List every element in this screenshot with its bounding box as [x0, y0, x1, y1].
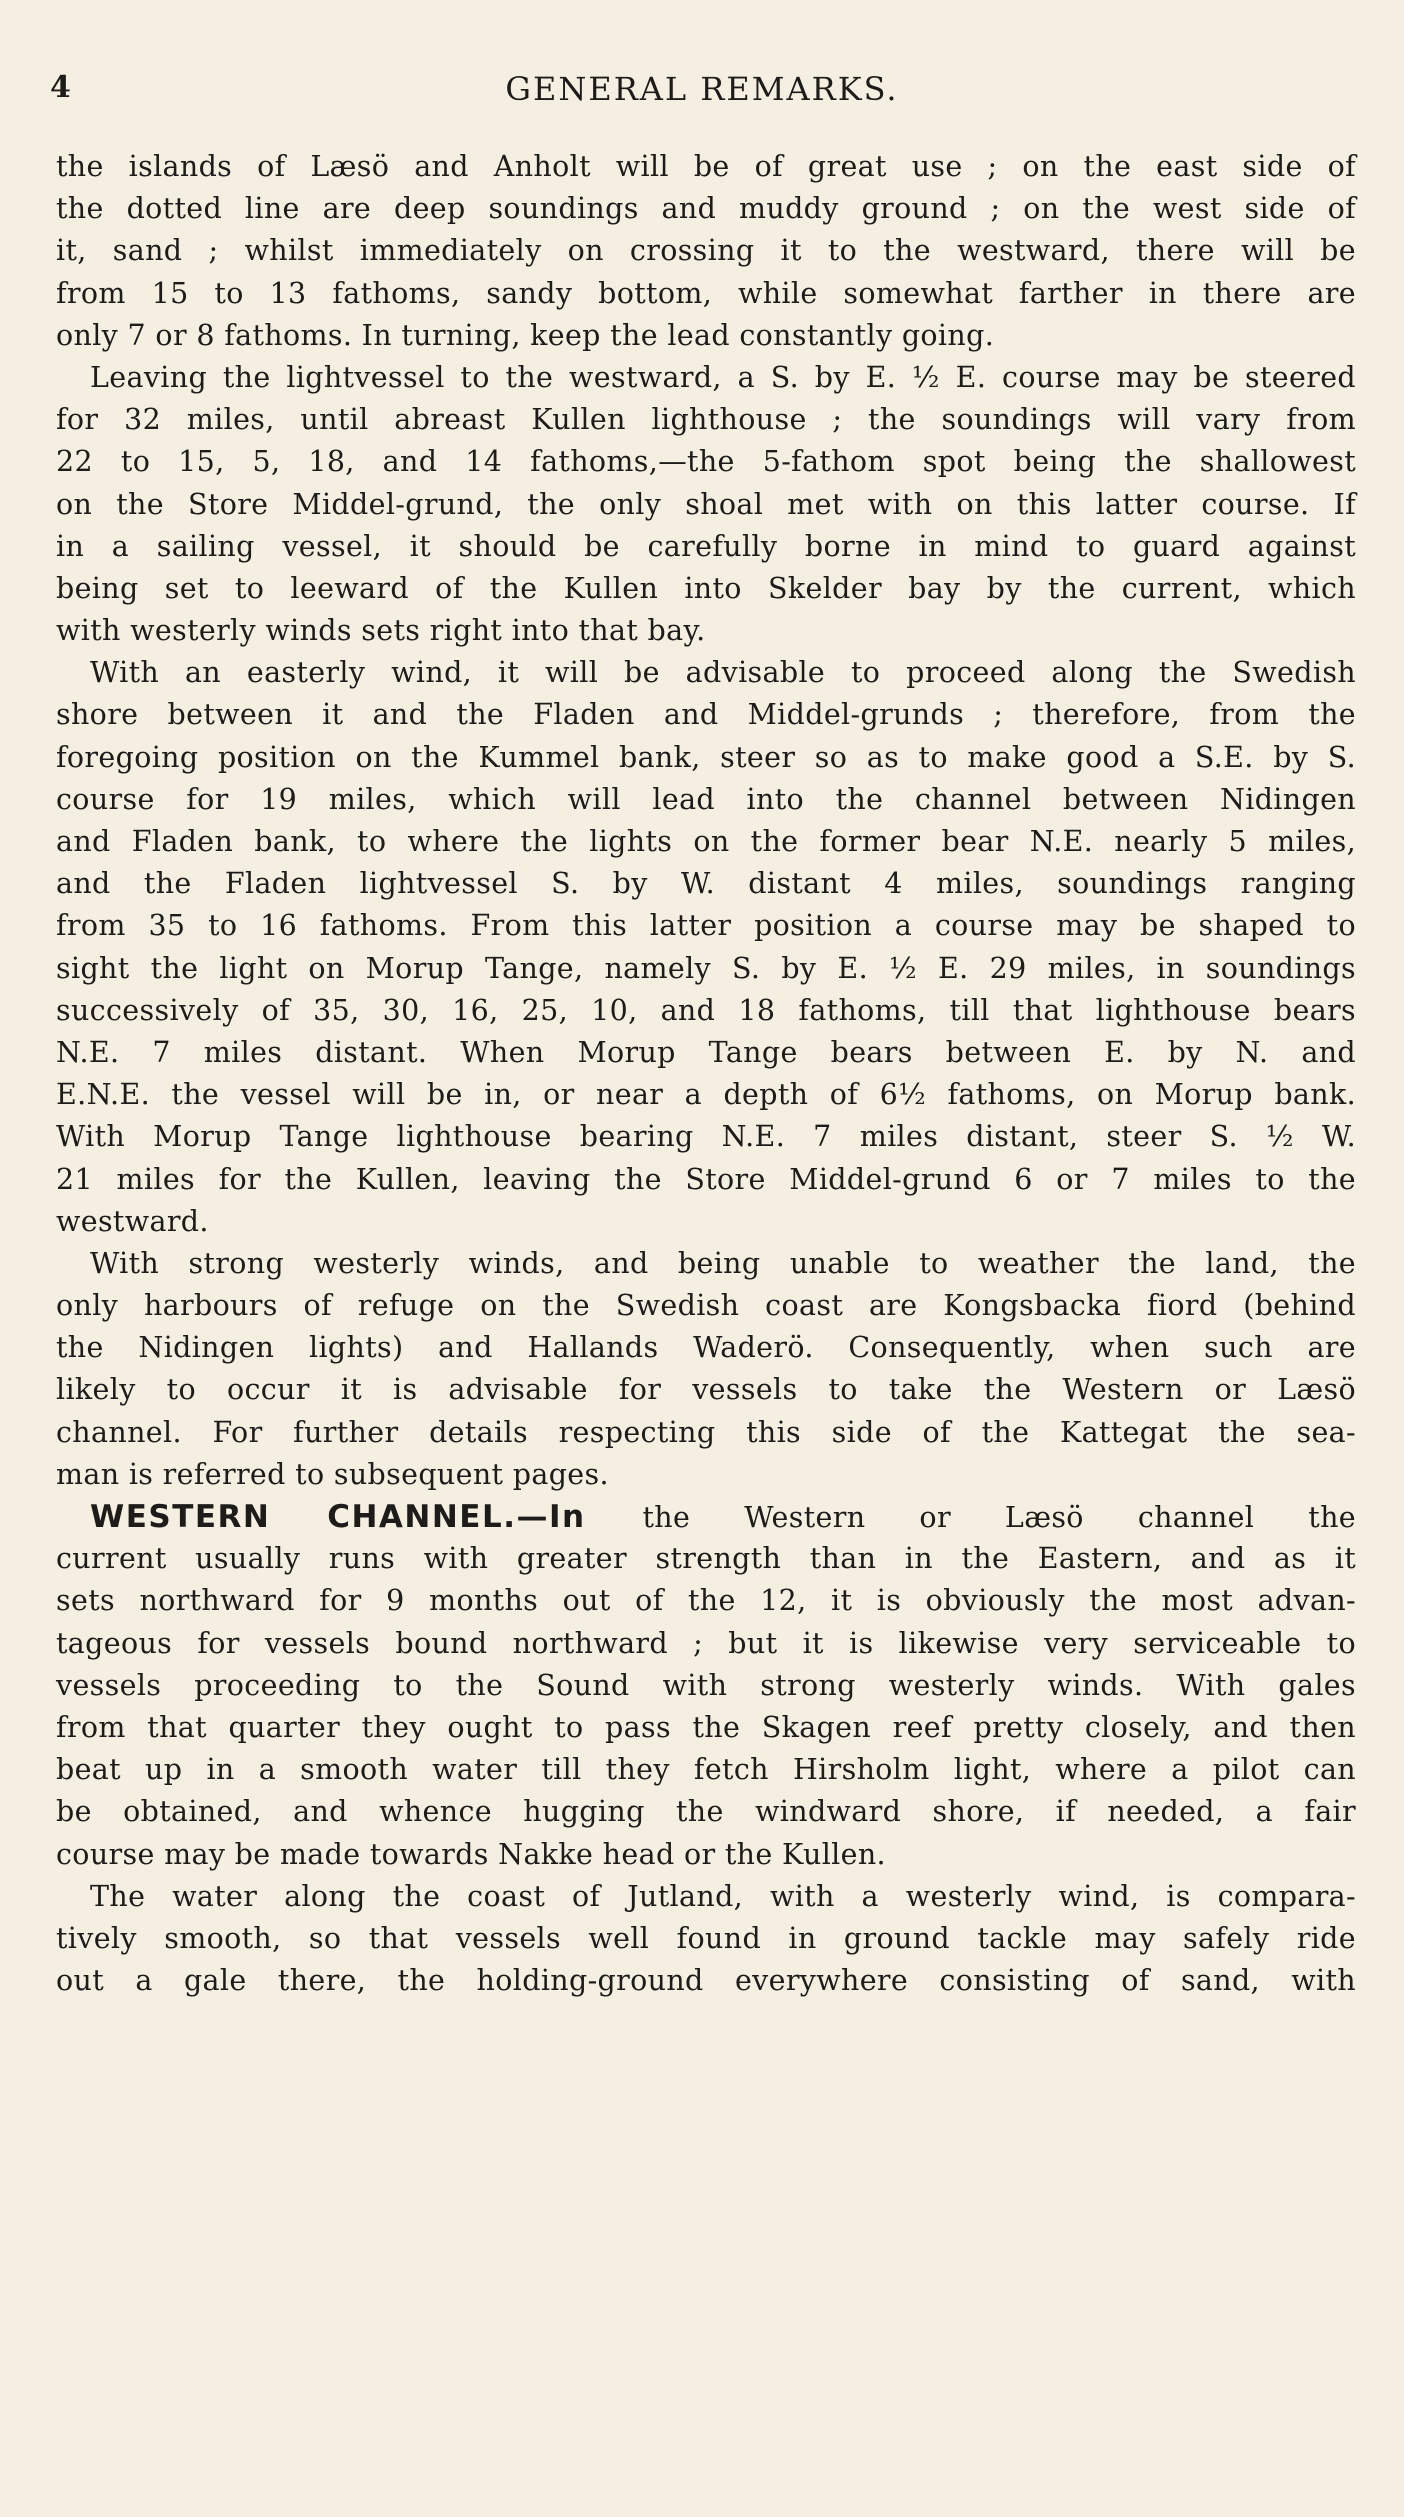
- line-text: only 7 or 8 fathoms. In turning, keep the lead constantly going.: [56, 318, 995, 352]
- text-line: [56, 1116, 1356, 1158]
- line-text: likely to occur it is advisable for vessels to take the Western or Læsö: [56, 1373, 1356, 1407]
- line-text: the Nidingen lights) and Hallands Waderö. Consequently, when such are: [56, 1331, 1356, 1365]
- text-line: [56, 188, 1356, 230]
- line-text: from 15 to 13 fathoms, sandy bottom, while somewhat farther in there are: [56, 276, 1356, 310]
- text-line: [56, 1707, 1356, 1749]
- line-text: westward.: [56, 1204, 209, 1238]
- text-line: [56, 1454, 1356, 1496]
- line-text: it, sand ; whilst immediately on crossing it to the westward, there will be: [56, 234, 1356, 268]
- text-line: [56, 1032, 1356, 1074]
- line-text: N.E. 7 miles distant. When Morup Tange bears between E. by N. and: [56, 1035, 1356, 1069]
- text-line: [56, 1074, 1356, 1116]
- text-line: [56, 1412, 1356, 1454]
- line-text: 21 miles for the Kullen, leaving the Store Middel-grund 6 or 7 miles to the: [56, 1162, 1356, 1196]
- text-line: [56, 146, 1356, 188]
- line-text: the islands of Læsö and Anholt will be of great use ; on the east side of: [56, 150, 1356, 183]
- line-text: shore between it and the Fladen and Middel-grunds ; therefore, from the: [56, 698, 1356, 732]
- text-line: [56, 526, 1356, 568]
- line-text: 22 to 15, 5, 18, and 14 fathoms,—the 5-fathom spot being the shallowest: [56, 445, 1356, 479]
- line-text: for 32 miles, until abreast Kullen lighthouse ; the soundings will vary from: [56, 403, 1356, 437]
- text-line: [56, 441, 1356, 483]
- text-line: [56, 737, 1356, 779]
- text-line: [56, 652, 1356, 694]
- page-number: 4: [50, 70, 71, 105]
- text-line: [56, 990, 1356, 1032]
- text-line: [56, 1665, 1356, 1707]
- line-text: in a sailing vessel, it should be carefully borne in mind to guard against: [56, 529, 1356, 563]
- line-text: With strong westerly winds, and being unable to weather the land, the: [90, 1246, 1356, 1280]
- line-text: foregoing position on the Kummel bank, steer so as to make good a S.E. by S.: [56, 740, 1356, 774]
- line-text: and Fladen bank, to where the lights on the former bear N.E. nearly 5 miles,: [56, 825, 1356, 858]
- text-line: [56, 1285, 1356, 1327]
- text-line: [56, 1580, 1356, 1622]
- line-text: and the Fladen lightvessel S. by W. distant 4 miles, soundings ranging: [56, 867, 1356, 901]
- line-text: from that quarter they ought to pass the Skagen reef pretty closely, and then: [56, 1710, 1356, 1744]
- line-text: from 35 to 16 fathoms. From this latter position a course may be shaped to: [56, 909, 1356, 943]
- body-text: [56, 146, 1356, 2002]
- line-text: With Morup Tange lighthouse bearing N.E. 7 miles distant, steer S. ½ W.: [56, 1120, 1356, 1154]
- line-text: the dotted line are deep soundings and muddy ground ; on the west side of: [56, 192, 1356, 226]
- text-line: [56, 1159, 1356, 1201]
- line-text: course for 19 miles, which will lead into the channel between Nidingen: [56, 782, 1356, 816]
- text-line: [56, 1918, 1356, 1960]
- text-line: [56, 1623, 1356, 1665]
- line-text: beat up in a smooth water till they fetch Hirsholm light, where a pilot can: [56, 1753, 1356, 1787]
- line-text: With an easterly wind, it will be advisable to proceed along the Swedish: [90, 656, 1356, 690]
- text-line: [56, 1496, 1356, 1538]
- line-text: be obtained, and whence hugging the windward shore, if needed, a fair: [56, 1795, 1356, 1829]
- line-text: current usually runs with greater strength than in the Eastern, and as it: [56, 1542, 1356, 1576]
- text-line: [56, 821, 1356, 863]
- line-text: sight the light on Morup Tange, namely S. by E. ½ E. 29 miles, in soundings: [56, 951, 1356, 985]
- line-text: tageous for vessels bound northward ; but it is likewise very serviceable to: [56, 1626, 1356, 1660]
- section-heading: WESTERN CHANNEL.—In: [90, 1499, 643, 1535]
- text-line: [56, 1791, 1356, 1833]
- text-line: [56, 694, 1356, 736]
- text-line: [56, 610, 1356, 652]
- text-line: [56, 863, 1356, 905]
- running-head: [0, 70, 1404, 120]
- text-line: [56, 1876, 1356, 1918]
- line-text: successively of 35, 30, 16, 25, 10, and 18 fathoms, till that lighthouse bears: [56, 993, 1356, 1027]
- line-text: vessels proceeding to the Sound with strong westerly winds. With gales: [56, 1668, 1356, 1702]
- text-line: [56, 905, 1356, 947]
- line-text: course may be made towards Nakke head or the Kullen.: [56, 1837, 886, 1871]
- text-line: [56, 1369, 1356, 1411]
- text-line: [56, 357, 1356, 399]
- line-text: Leaving the lightvessel to the westward, a S. by E. ½ E. course may be steered: [90, 360, 1356, 394]
- line-text: tively smooth, so that vessels well found in ground tackle may safely ride: [56, 1921, 1356, 1955]
- line-text: man is referred to subsequent pages.: [56, 1457, 609, 1491]
- line-text: The water along the coast of Jutland, with a westerly wind, is compara-: [90, 1879, 1356, 1913]
- text-line: [56, 484, 1356, 526]
- line-text: out a gale there, the holding-ground everywhere consisting of sand, with: [56, 1964, 1356, 1998]
- text-line: [56, 230, 1356, 272]
- line-text: channel. For further details respecting this side of the Kattegat the sea-: [56, 1415, 1356, 1449]
- text-line: [56, 1243, 1356, 1285]
- text-line: [56, 1960, 1356, 2002]
- line-text: only harbours of refuge on the Swedish coast are Kongsbacka fiord (behind: [56, 1289, 1356, 1323]
- text-line: [56, 1327, 1356, 1369]
- text-line: [56, 1538, 1356, 1580]
- line-text: sets northward for 9 months out of the 12, it is obviously the most advan-: [56, 1584, 1356, 1618]
- line-text: on the Store Middel-grund, the only shoal met with on this latter course. If: [56, 487, 1356, 521]
- line-text: with westerly winds sets right into that bay.: [56, 614, 706, 648]
- text-line: [56, 399, 1356, 441]
- text-line: [56, 273, 1356, 315]
- line-text: being set to leeward of the Kullen into Skelder bay by the current, which: [56, 571, 1356, 605]
- text-line: [56, 1834, 1356, 1876]
- text-line: [56, 1201, 1356, 1243]
- line-text: the Western or Læsö channel the: [642, 1501, 1356, 1534]
- line-text: E.N.E. the vessel will be in, or near a depth of 6½ fathoms, on Morup bank.: [56, 1078, 1356, 1112]
- text-line: [56, 315, 1356, 357]
- text-line: [56, 568, 1356, 610]
- running-title: GENERAL REMARKS.: [505, 70, 899, 108]
- text-line: [56, 1749, 1356, 1791]
- text-line: [56, 948, 1356, 990]
- text-line: [56, 779, 1356, 821]
